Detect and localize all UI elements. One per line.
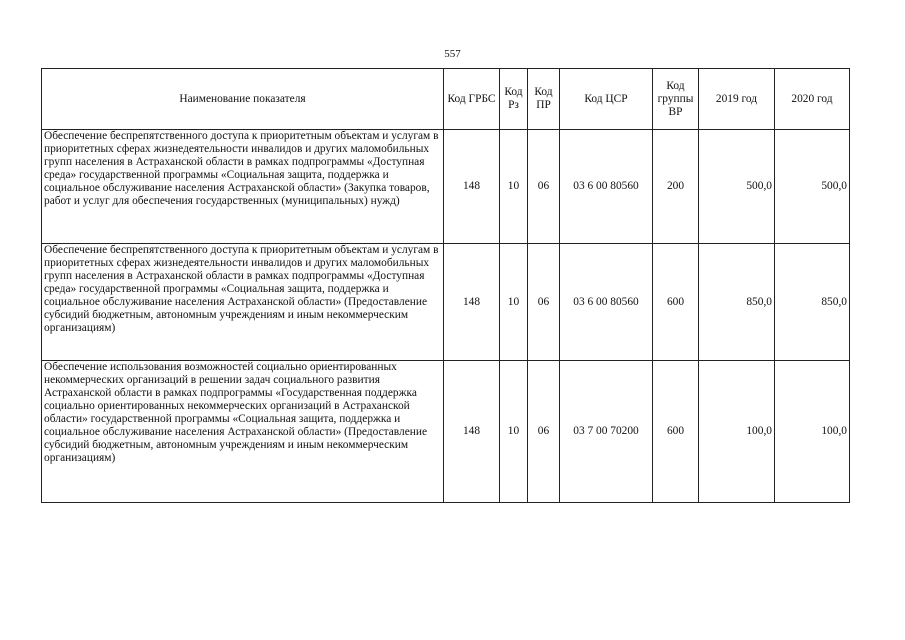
row-rz: 10 xyxy=(500,130,528,244)
row-vr: 600 xyxy=(653,361,699,503)
row-2020: 100,0 xyxy=(775,361,850,503)
row-csr: 03 6 00 80560 xyxy=(560,244,653,361)
row-name: Обеспечение использования возможностей социально ориентированных некоммерческих организаций в решении задач социального развития Астраханской области в рамках подпрограммы «Государственная поддержка социально ориентированных некоммерческих организаций в Астраханской области» государственной программы «Социальная защита, поддержка и социальное обслуживание населения Астраханской области» (Предоставление субсидий бюджетным, автономным учреждениям и иным некоммерческим организациям) xyxy=(42,361,444,503)
table-row xyxy=(42,244,850,361)
page-number: 557 xyxy=(444,48,461,60)
row-name: Обеспечение беспрепятственного доступа к приоритетным объектам и услугам в приоритетных сферах жизнедеятельности инвалидов и других маломобильных групп населения в Астраханской области в рамках подпрограммы «Доступная среда» государственной программы «Социальная защита, поддержка и социальное обслуживание населения Астраханской области» (Закупка товаров, работ и услуг для обеспечения государственных (муниципальных) нужд) xyxy=(42,130,444,244)
row-pr: 06 xyxy=(528,244,560,361)
row-csr: 03 7 00 70200 xyxy=(560,361,653,503)
table-header-row xyxy=(42,69,850,130)
table-row xyxy=(42,361,850,503)
header-2019: 2019 год xyxy=(699,69,775,130)
row-grbs: 148 xyxy=(444,130,500,244)
header-2020: 2020 год xyxy=(775,69,850,130)
row-rz: 10 xyxy=(500,361,528,503)
table-row xyxy=(42,130,850,244)
row-csr: 03 6 00 80560 xyxy=(560,130,653,244)
row-grbs: 148 xyxy=(444,361,500,503)
row-2020: 850,0 xyxy=(775,244,850,361)
header-pr: Код ПР xyxy=(528,69,560,130)
row-pr: 06 xyxy=(528,130,560,244)
header-grbs: Код ГРБС xyxy=(444,69,500,130)
row-name: Обеспечение беспрепятственного доступа к приоритетным объектам и услугам в приоритетных сферах жизнедеятельности инвалидов и других маломобильных групп населения в Астраханской области в рамках подпрограммы «Доступная среда» государственной программы «Социальная защита, поддержка и социальное обслуживание населения Астраханской области» (Предоставление субсидий бюджетным, автономным учреждениям и иным некоммерческим организациям) xyxy=(42,244,444,361)
header-name: Наименование показателя xyxy=(42,69,444,130)
budget-table xyxy=(41,68,850,503)
row-rz: 10 xyxy=(500,244,528,361)
row-2020: 500,0 xyxy=(775,130,850,244)
row-2019: 500,0 xyxy=(699,130,775,244)
row-2019: 850,0 xyxy=(699,244,775,361)
row-2019: 100,0 xyxy=(699,361,775,503)
header-vr: Код группы ВР xyxy=(653,69,699,130)
row-vr: 600 xyxy=(653,244,699,361)
header-rz: Код Рз xyxy=(500,69,528,130)
row-vr: 200 xyxy=(653,130,699,244)
header-csr: Код ЦСР xyxy=(560,69,653,130)
row-grbs: 148 xyxy=(444,244,500,361)
row-pr: 06 xyxy=(528,361,560,503)
